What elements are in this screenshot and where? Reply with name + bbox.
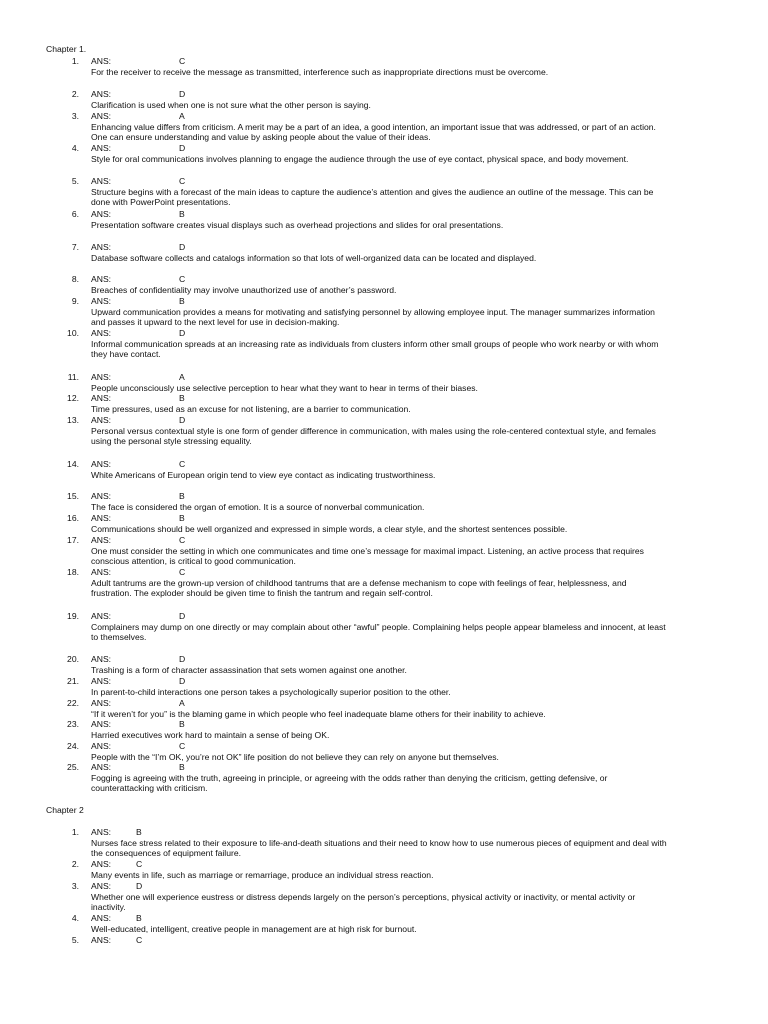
question-number: 3.	[71, 111, 79, 121]
ans-label: ANS:	[91, 242, 112, 252]
answer-letter: B	[136, 913, 142, 923]
answer-letter: C	[179, 741, 186, 751]
ans-label: ANS:	[91, 143, 112, 153]
answer-letter: D	[179, 415, 186, 425]
answer-letter: C	[179, 56, 186, 66]
question-number: 25.	[67, 762, 79, 772]
question-number: 14.	[67, 459, 79, 469]
ans-label: ANS:	[91, 459, 112, 469]
ans-label: ANS:	[91, 913, 112, 923]
answer-letter: D	[179, 676, 186, 686]
rationale-text: The face is considered the organ of emotion. It is a source of nonverbal communication.	[91, 501, 425, 512]
rationale-text: the consequences of equipment failure.	[91, 848, 242, 859]
rationale-text: Communications should be well organized and expressed in simple words, a clear style, and the shortest sentences possible.	[91, 523, 568, 534]
question-number: 2.	[71, 89, 79, 99]
question-number: 11.	[67, 372, 79, 382]
chapter1-heading: Chapter 1.	[46, 44, 87, 54]
ans-label: ANS:	[91, 859, 112, 869]
question-number: 4.	[71, 913, 79, 923]
answer-letter: D	[179, 654, 186, 664]
answer-letter: B	[179, 296, 185, 306]
answer-letter: D	[179, 143, 186, 153]
question-number: 24.	[67, 741, 79, 751]
ans-label: ANS:	[91, 535, 112, 545]
question-number: 22.	[67, 698, 79, 708]
rationale-text: White Americans of European origin tend to view eye contact as indicating trustworthiness.	[91, 469, 436, 480]
question-number: 23.	[67, 719, 79, 729]
rationale-text: counterattacking with criticism.	[91, 783, 208, 794]
rationale-text: and passes it upward to the next level for use in decision-making.	[91, 317, 340, 328]
rationale-text: Adult tantrums are the grown-up version of childhood tantrums that are a defense mechanism to cope with feelings of fear, helplessness, and	[91, 577, 627, 588]
rationale-text: Clarification is used when one is not sure what the other person is saying.	[91, 99, 371, 110]
question-number: 21.	[67, 676, 79, 686]
rationale-text: Informal communication spreads at an increasing rate as individuals from clusters inform other small groups of people who work nearby or with whom	[91, 338, 659, 349]
question-number: 16.	[67, 513, 79, 523]
ans-label: ANS:	[91, 89, 112, 99]
rationale-text: Complainers may dump on one directly or may complain about other “awful” people. Complaining helps people appear blameless and innocent, at least	[91, 621, 666, 632]
answer-letter: A	[179, 111, 185, 121]
rationale-text: Upward communication provides a means for motivating and satisfying personnel by allowing employee input. The manager summarizes information	[91, 306, 655, 317]
question-number: 9.	[71, 296, 79, 306]
ans-label: ANS:	[91, 209, 112, 219]
ans-label: ANS:	[91, 393, 112, 403]
answer-letter: D	[179, 328, 186, 338]
question-number: 5.	[71, 935, 79, 945]
ans-label: ANS:	[91, 611, 112, 621]
rationale-text: Well-educated, intelligent, creative people in management are at high risk for burnout.	[91, 923, 417, 934]
ans-label: ANS:	[91, 176, 112, 186]
ans-label: ANS:	[91, 654, 112, 664]
ans-label: ANS:	[91, 111, 112, 121]
ans-label: ANS:	[91, 567, 112, 577]
ans-label: ANS:	[91, 415, 112, 425]
rationale-text: Style for oral communications involves planning to engage the audience through the use of eye contact, physical space, and body movement.	[91, 153, 629, 164]
answer-letter: D	[179, 611, 186, 621]
rationale-text: Fogging is agreeing with the truth, agreeing in principle, or agreeing with the odds rather than denying the criticism, getting defensive, or	[91, 772, 608, 783]
ans-label: ANS:	[91, 762, 112, 772]
rationale-text: People unconsciously use selective perception to hear what they want to hear in terms of their biases.	[91, 382, 478, 393]
question-number: 20.	[67, 654, 79, 664]
rationale-text: inactivity.	[91, 902, 126, 913]
answer-letter: B	[179, 491, 185, 501]
answer-letter: D	[136, 881, 143, 891]
question-number: 15.	[67, 491, 79, 501]
rationale-text: In parent-to-child interactions one person takes a psychologically superior position to the other.	[91, 686, 451, 697]
answer-letter: C	[179, 176, 186, 186]
question-number: 4.	[71, 143, 79, 153]
answer-letter: A	[179, 372, 185, 382]
rationale-text: Database software collects and catalogs information so that lots of well-organized data can be located and displayed.	[91, 252, 537, 263]
ans-label: ANS:	[91, 274, 112, 284]
question-number: 13.	[67, 415, 79, 425]
rationale-text: to themselves.	[91, 632, 147, 643]
ans-label: ANS:	[91, 719, 112, 729]
rationale-text: Nurses face stress related to their exposure to life-and-death situations and their need to know how to use numerous pieces of equipment and deal with	[91, 837, 667, 848]
answer-letter: C	[179, 459, 186, 469]
ans-label: ANS:	[91, 513, 112, 523]
question-number: 2.	[71, 859, 79, 869]
question-number: 1.	[71, 56, 79, 66]
ans-label: ANS:	[91, 296, 112, 306]
chapter2-heading: Chapter 2	[46, 805, 84, 815]
question-number: 18.	[67, 567, 79, 577]
rationale-text: Whether one will experience eustress or distress depends largely on the person’s perceptions, physical activity or inactivity, or mental activity or	[91, 891, 636, 902]
ans-label: ANS:	[91, 827, 112, 837]
answer-letter: B	[179, 393, 185, 403]
answer-letter: C	[136, 935, 143, 945]
answer-letter: D	[179, 242, 186, 252]
answer-letter: D	[179, 89, 186, 99]
question-number: 6.	[71, 209, 79, 219]
rationale-text: frustration. The exploder should be given time to finish the tantrum and regain self-control.	[91, 588, 433, 599]
answer-letter: B	[136, 827, 142, 837]
answer-letter: B	[179, 209, 185, 219]
question-number: 7.	[71, 242, 79, 252]
answer-letter: B	[179, 719, 185, 729]
question-number: 3.	[71, 881, 79, 891]
answer-letter: C	[179, 274, 186, 284]
ans-label: ANS:	[91, 881, 112, 891]
ans-label: ANS:	[91, 698, 112, 708]
question-number: 5.	[71, 176, 79, 186]
ans-label: ANS:	[91, 741, 112, 751]
question-number: 10.	[67, 328, 79, 338]
ans-label: ANS:	[91, 491, 112, 501]
answer-letter: C	[136, 859, 143, 869]
rationale-text: Many events in life, such as marriage or remarriage, produce an individual stress reaction.	[91, 869, 434, 880]
ans-label: ANS:	[91, 935, 112, 945]
question-number: 12.	[67, 393, 79, 403]
rationale-text: Structure begins with a forecast of the main ideas to capture the audience’s attention and gives the audience an outline of the message. This can be	[91, 186, 654, 197]
answer-letter: B	[179, 513, 185, 523]
rationale-text: they have contact.	[91, 349, 161, 360]
question-number: 8.	[71, 274, 79, 284]
question-number: 1.	[71, 827, 79, 837]
rationale-text: Breaches of confidentiality may involve unauthorized use of another’s password.	[91, 284, 397, 295]
answer-letter: C	[179, 535, 186, 545]
rationale-text: “If it weren’t for you” is the blaming game in which people who feel inadequate blame others for their inability to achieve.	[91, 708, 546, 719]
rationale-text: One must consider the setting in which one communicates and time one’s message for maximal impact. Listening, an active process that requires	[91, 545, 644, 556]
rationale-text: Personal versus contextual style is one form of gender difference in communication, with males using the role-centered contextual style, and females	[91, 425, 656, 436]
rationale-text: One can ensure understanding and value by asking people about the value of their ideas.	[91, 132, 431, 143]
question-number: 19.	[67, 611, 79, 621]
ans-label: ANS:	[91, 328, 112, 338]
ans-label: ANS:	[91, 676, 112, 686]
answer-letter: B	[179, 762, 185, 772]
rationale-text: Trashing is a form of character assassination that sets women against one another.	[91, 664, 407, 675]
rationale-text: Presentation software creates visual displays such as overhead projections and slides for oral presentations.	[91, 219, 504, 230]
rationale-text: People with the “I’m OK, you’re not OK” life position do not believe they can rely on anyone but themselves.	[91, 751, 499, 762]
ans-label: ANS:	[91, 372, 112, 382]
rationale-text: using the personal style stressing equality.	[91, 436, 252, 447]
question-number: 17.	[67, 535, 79, 545]
answer-letter: A	[179, 698, 185, 708]
rationale-text: done with PowerPoint presentations.	[91, 197, 231, 208]
rationale-text: For the receiver to receive the message as transmitted, interference such as inappropriate directions must be overcome.	[91, 66, 549, 77]
answer-letter: C	[179, 567, 186, 577]
rationale-text: conscious attention, is critical to good communication.	[91, 556, 296, 567]
ans-label: ANS:	[91, 56, 112, 66]
rationale-text: Time pressures, used as an excuse for not listening, are a barrier to communication.	[91, 403, 411, 414]
rationale-text: Enhancing value differs from criticism. A merit may be a part of an idea, a good intention, an important issue that was addressed, or part of an action.	[91, 121, 656, 132]
rationale-text: Harried executives work hard to maintain a sense of being OK.	[91, 729, 330, 740]
